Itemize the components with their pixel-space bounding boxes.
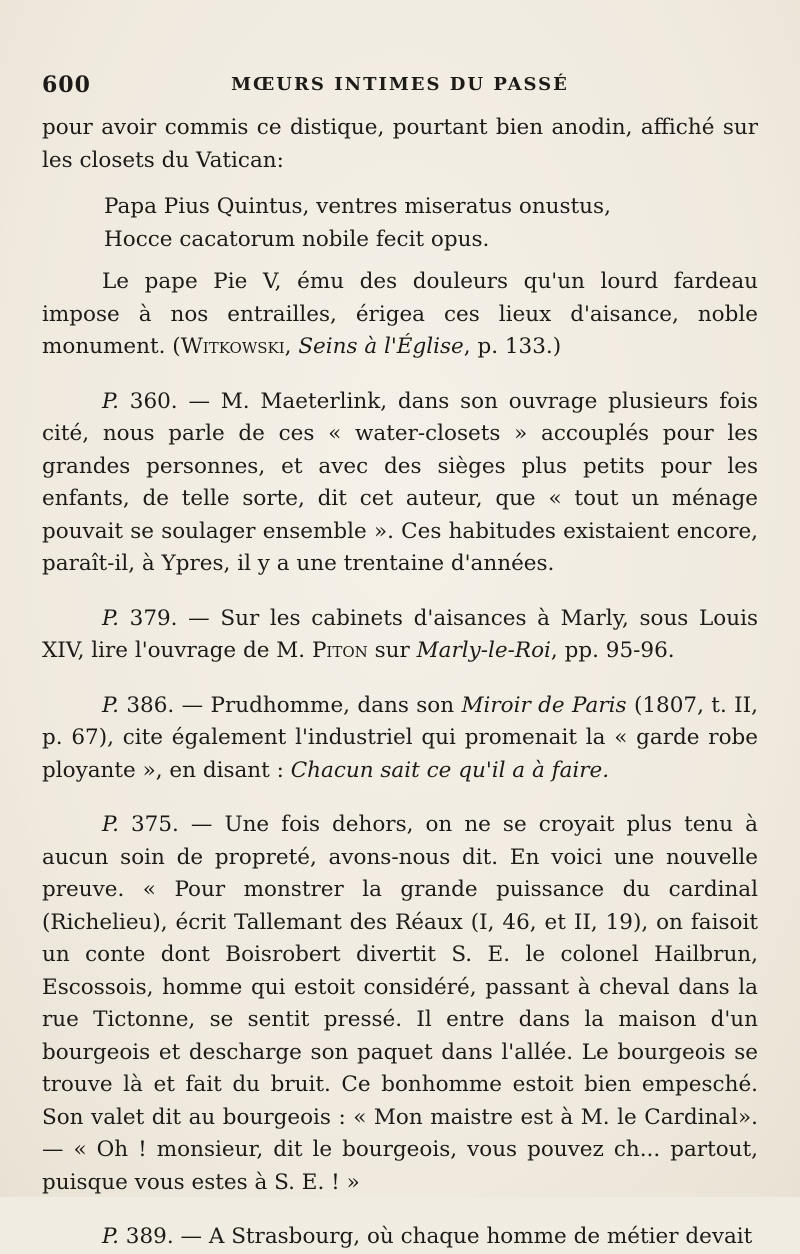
- note-text: 386. — Prudhomme, dans son: [118, 692, 462, 718]
- note-text-tail: , pp. 95-96.: [550, 638, 675, 663]
- citation-work: Marly-le-Roi: [416, 638, 551, 663]
- citation-page: , p. 133.): [463, 334, 562, 359]
- note-label: P.: [102, 388, 119, 414]
- note-p379: [42, 603, 758, 668]
- citation-sep: ,: [284, 334, 299, 359]
- note-text: 389. — A Strasbourg, où chaque homme de métier devait: [118, 1224, 753, 1249]
- note-p386: [42, 690, 758, 788]
- note-p360: [42, 386, 758, 581]
- latin-distich: [42, 191, 758, 256]
- verse-line-1: Papa Pius Quintus, ventres miseratus onustus,: [104, 194, 611, 219]
- paragraph-continuation: [42, 112, 758, 177]
- page-number: 600: [42, 72, 91, 98]
- verse-line-2: Hocce cacatorum nobile fecit opus.: [104, 226, 490, 252]
- page-header: [42, 72, 758, 100]
- note-text: 360. — M. Maeterlink, dans son ouvrage plusieurs fois cité, nous parle de ces « water-closets » accouplés pour les grandes personnes, et avec des sièges plus petits pour les enfants, de telle sorte, dit cet auteur, que « tout un ménage pouvait se soulager ensemble ». Ces habitudes existaient encore, paraît-il, à Ypres, il y a une trentaine d'années.: [42, 388, 758, 576]
- citation-quote: Chacun sait ce qu'il a à faire.: [290, 757, 610, 783]
- paragraph-text: Le pape Pie V, ému des douleurs qu'un lourd fardeau impose à nos entrailles, érigea ces lieux d'aisance, noble monument. (: [42, 269, 758, 359]
- citation-work: Seins à l'Église: [298, 334, 464, 359]
- paragraph-translation: [42, 266, 758, 364]
- note-p375: [42, 809, 758, 1199]
- note-text-mid: sur: [367, 638, 417, 663]
- paragraph-text: pour avoir commis ce distique, pourtant bien anodin, affiché sur les closets du Vatican:: [42, 115, 758, 173]
- citation-author: Piton: [311, 638, 368, 663]
- page-body: [42, 112, 758, 1254]
- note-text: 375. — Une fois dehors, on ne se croyait plus tenu à aucun soin de propreté, avons-nous dit. En voici une nouvelle preuve. « Pour monstrer la grande puissance du cardinal (Richelieu), écrit Tallemant des Réaux (I, 46, et II, 19), on faisoit un conte dont Boisrobert divertit S. E. le colonel Hailbrun, Escossois, homme qui estoit considéré, passant à cheval dans la rue Tictonne, se sentit pressé. Il entre dans la maison d'un bourgeois et descharge son paquet dans l'allée. Le bourgeois se trouve là et fait du bruit. Ce bonhomme estoit bien empesché. Son valet dit au bourgeois : « Mon maistre est à M. le Cardinal». — « Oh ! monsieur, dit le bourgeois, vous pouvez ch... partout, puisque vous estes à S. E. ! »: [42, 812, 758, 1195]
- note-label: P.: [102, 1224, 119, 1249]
- note-label: P.: [102, 605, 119, 631]
- note-text-mid: (1807, t. II, p. 67), cite également l'industriel qui promenait la « garde robe ployante », en disant :: [42, 692, 758, 783]
- running-title: MŒURS INTIMES DU PASSÉ: [231, 74, 569, 95]
- note-text: 379. — Sur les cabinets d'aisances à Marly, sous Louis XIV, lire l'ouvrage de M.: [42, 605, 758, 663]
- citation-work: Miroir de Paris: [461, 692, 627, 718]
- note-p389: [42, 1221, 758, 1254]
- note-label: P.: [102, 812, 119, 837]
- citation-author: Witkowski: [180, 334, 285, 359]
- note-label: P.: [102, 692, 119, 718]
